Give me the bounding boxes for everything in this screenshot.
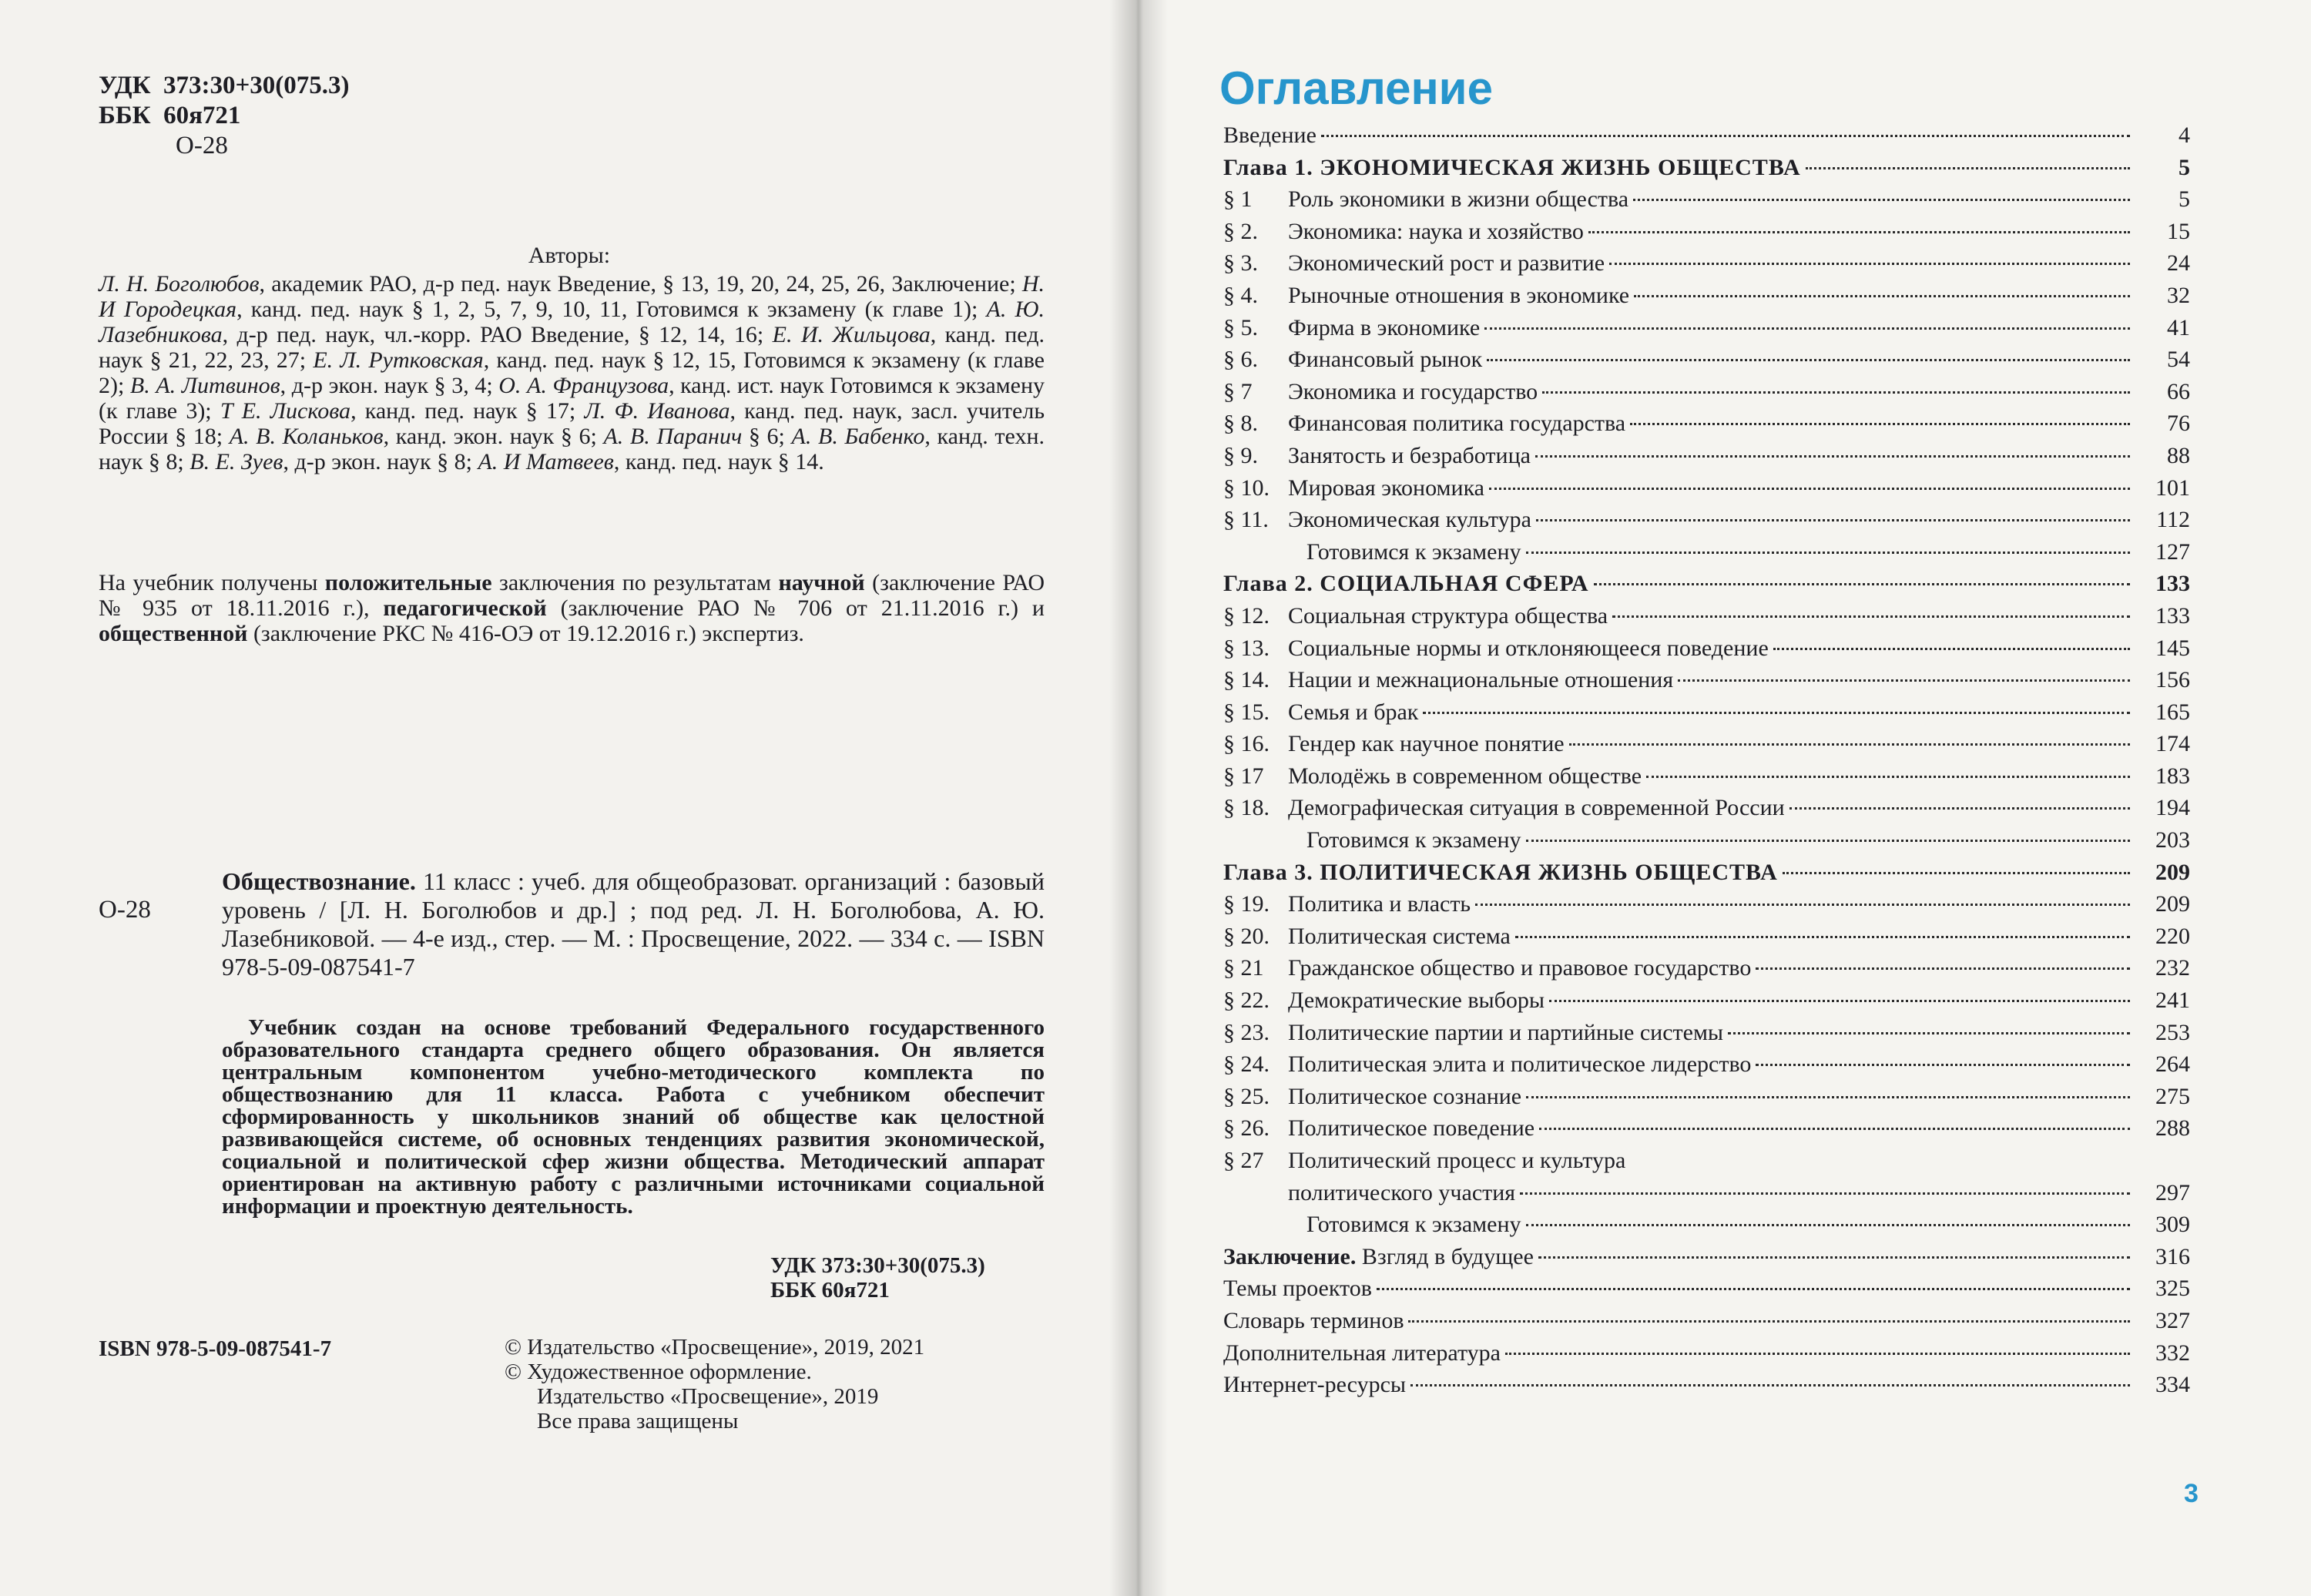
toc-section-8[interactable]: § 8. Финансовая политика государства 76 [1223, 411, 2190, 437]
annotation: Учебник создан на основе требований Федерального государственного образовательного стандарта среднего общего образования. Он является центральным компонентом учебно-методического комплекта по обществознанию для 11 класса. Работа с учебником обеспечит сформированность у школьников знаний об обществе как целостной развивающейся системе, об основных тенденциях развития экономической, социальной и политической сфер жизни общества. Методический аппарат ориентирован на активную работу с различными источниками социальной информации и проектную деятельность. [222, 1015, 1045, 1219]
toc-section-18[interactable]: § 18. Демографическая ситуация в современной России 194 [1223, 795, 2190, 821]
toc-chapter-3[interactable]: Глава 3. ПОЛИТИЧЕСКАЯ ЖИЗНЬ ОБЩЕСТВА 209 [1223, 859, 2190, 885]
toc-chapter-2[interactable]: Глава 2. СОЦИАЛЬНАЯ СФЕРА 133 [1223, 571, 2190, 597]
author-name: Е. Л. Рутковская [313, 347, 484, 373]
toc-section-27-cont[interactable]: политического участия 297 [1288, 1179, 2190, 1205]
toc-section-12[interactable]: § 12. Социальная структура общества 133 [1223, 602, 2190, 629]
toc-section-1[interactable]: § 1 Роль экономики в жизни общества 5 [1223, 186, 2190, 213]
bbk-code: ББК 60я721 [99, 102, 241, 129]
toc-exam-3[interactable]: Готовимся к экзамену 309 [1306, 1212, 2190, 1238]
author-contribution: , канд. пед. наук § 1, 2, 5, 7, 9, 10, 11, Готовимся к экзамену (к главе 1); [236, 297, 987, 322]
author-name: А. И Матвеев [478, 449, 614, 474]
toc-section-23[interactable]: § 23. Политические партии и партийные системы 253 [1223, 1019, 2190, 1045]
toc-section-10[interactable]: § 10. Мировая экономика 101 [1223, 474, 2190, 501]
toc-section-20[interactable]: § 20. Политическая система 220 [1223, 923, 2190, 949]
toc-literature[interactable]: Дополнительная литература 332 [1223, 1340, 2190, 1366]
copyright-block: © Издательство «Просвещение», 2019, 2021 © Художественное оформление. Издательство «Просвещение», 2019 Все права защищены [505, 1335, 925, 1433]
author-contribution: , канд. экон. наук § 6; [383, 424, 604, 449]
toc-exam-2[interactable]: Готовимся к экзамену 203 [1306, 827, 2190, 853]
toc-section-22[interactable]: § 22. Демократические выборы 241 [1223, 987, 2190, 1014]
toc-exam-1[interactable]: Готовимся к экзамену 127 [1306, 538, 2190, 565]
author-name: А. В. Паранич [603, 424, 743, 449]
toc-internet[interactable]: Интернет-ресурсы 334 [1223, 1372, 2190, 1398]
toc-projects[interactable]: Темы проектов 325 [1223, 1276, 2190, 1302]
biblio-author-mark: О-28 [99, 896, 151, 924]
table-of-contents [1223, 119, 2190, 1401]
author-contribution: , д-р экон. наук § 3, 4; [280, 373, 499, 398]
toc-section-3[interactable]: § 3. Экономический рост и развитие 24 [1223, 250, 2190, 277]
author-contribution: § 6; [742, 424, 792, 449]
toc-section-4[interactable]: § 4. Рыночные отношения в экономике 32 [1223, 282, 2190, 308]
authors-list [99, 271, 1045, 474]
toc-section-25[interactable]: § 25. Политическое сознание 275 [1223, 1083, 2190, 1109]
left-page [0, 0, 1139, 1596]
author-name: А. Ю. Лазебникова [99, 297, 1045, 347]
toc-title: Оглавление [1219, 62, 1493, 114]
author-name: О. А. Французова [498, 373, 669, 398]
toc-section-2[interactable]: § 2. Экономика: наука и хозяйство 15 [1223, 218, 2190, 244]
toc-section-17[interactable]: § 17 Молодёжь в современном обществе 183 [1223, 763, 2190, 789]
toc-conclusion[interactable]: Заключение. Взгляд в будущее 316 [1223, 1243, 2190, 1269]
author-name: Т Е. Лискова [220, 398, 351, 424]
toc-section-5[interactable]: § 5. Фирма в экономике 41 [1223, 314, 2190, 340]
author-contribution: , д-р пед. наук, чл.-корр. РАО Введение, § 12, 14, 16; [222, 322, 773, 347]
page-number: 3 [2184, 1479, 2199, 1508]
author-contribution: , канд. ист. наук Готовимся к экзамену (к главе 3); [99, 373, 1045, 424]
author-contribution: , канд. пед. наук, засл. учитель России § 18; [99, 398, 1045, 449]
author-contribution: , академик РАО, д-р пед. наук Введение, § 13, 19, 20, 24, 25, 26, Заключение; [259, 271, 1022, 297]
author-mark: О-28 [176, 132, 228, 159]
toc-section-15[interactable]: § 15. Семья и брак 165 [1223, 699, 2190, 725]
author-name: Н. И Городецкая [99, 271, 1045, 322]
author-name: Е. И. Жильцова [772, 322, 931, 347]
toc-section-26[interactable]: § 26. Политическое поведение 288 [1223, 1115, 2190, 1142]
toc-section-6[interactable]: § 6. Финансовый рынок 54 [1223, 347, 2190, 373]
toc-section-13[interactable]: § 13. Социальные нормы и отклоняющееся поведение 145 [1223, 635, 2190, 661]
toc-section-21[interactable]: § 21 Гражданское общество и правовое государство 232 [1223, 955, 2190, 981]
author-name: В. Е. Зуев [190, 449, 283, 474]
reviews-note: На учебник получены положительные заключения по результатам научной (заключение РАО № 935 от 18.11.2016 г.), педагогической (заключение РАО № 706 от 21.11.2016 г.) и общественной (заключение РКС № 416-ОЭ от 19.12.2016 г.) экспертиз. [99, 570, 1045, 646]
toc-section-16[interactable]: § 16. Гендер как научное понятие 174 [1223, 731, 2190, 757]
toc-chapter-1[interactable]: Глава 1. ЭКОНОМИЧЕСКАЯ ЖИЗНЬ ОБЩЕСТВА 5 [1223, 154, 2190, 180]
author-name: Л. Ф. Иванова [584, 398, 730, 424]
isbn: ISBN 978-5-09-087541-7 [99, 1336, 332, 1361]
toc-section-27[interactable]: § 27 Политический процесс и культура [1223, 1148, 1626, 1173]
author-name: Л. Н. Боголюбов [99, 271, 260, 297]
toc-section-7[interactable]: § 7 Экономика и государство 66 [1223, 378, 2190, 404]
toc-section-24[interactable]: § 24. Политическая элита и политическое лидерство 264 [1223, 1051, 2190, 1078]
toc-section-9[interactable]: § 9. Занятость и безработица 88 [1223, 442, 2190, 468]
author-name: В. А. Литвинов [129, 373, 280, 398]
author-contribution: , канд. пед. наук § 12, 15, Готовимся к экзамену (к главе 2); [99, 347, 1045, 398]
author-name: А. В. Коланьков [229, 424, 384, 449]
toc-glossary[interactable]: Словарь терминов 327 [1223, 1307, 2190, 1333]
author-contribution: , канд. пед. наук § 21, 22, 23, 27; [99, 322, 1045, 373]
author-contribution: , канд. техн. наук § 8; [99, 424, 1045, 474]
authors-heading: Авторы: [528, 243, 611, 268]
author-contribution: , канд. пед. наук § 14. [613, 449, 824, 474]
toc-intro[interactable]: Введение 4 [1223, 122, 2190, 148]
author-name: А. В. Бабенко [791, 424, 925, 449]
udk-footer: УДК 373:30+30(075.3) ББК 60я721 [770, 1253, 985, 1303]
bibliographic-record: Обществознание. 11 класс : учеб. для общеобразоват. организаций : базовый уровень / [Л. Н. Боголюбов и др.] ; под ред. Л. Н. Боголюбова, А. Ю. Лазебниковой. — 4-е изд., стер. — М. : Просвещение, 2022. — 334 с. — ISBN 978-5-09-087541-7 [222, 867, 1045, 981]
author-contribution: , канд. пед. наук § 17; [351, 398, 585, 424]
toc-section-11[interactable]: § 11. Экономическая культура 112 [1223, 507, 2190, 533]
author-contribution: , д-р экон. наук § 8; [283, 449, 478, 474]
toc-section-14[interactable]: § 14. Нации и межнациональные отношения 156 [1223, 667, 2190, 693]
toc-section-19[interactable]: § 19. Политика и власть 209 [1223, 891, 2190, 917]
udk-code: УДК 373:30+30(075.3) [99, 72, 350, 99]
udk-header [99, 71, 350, 161]
